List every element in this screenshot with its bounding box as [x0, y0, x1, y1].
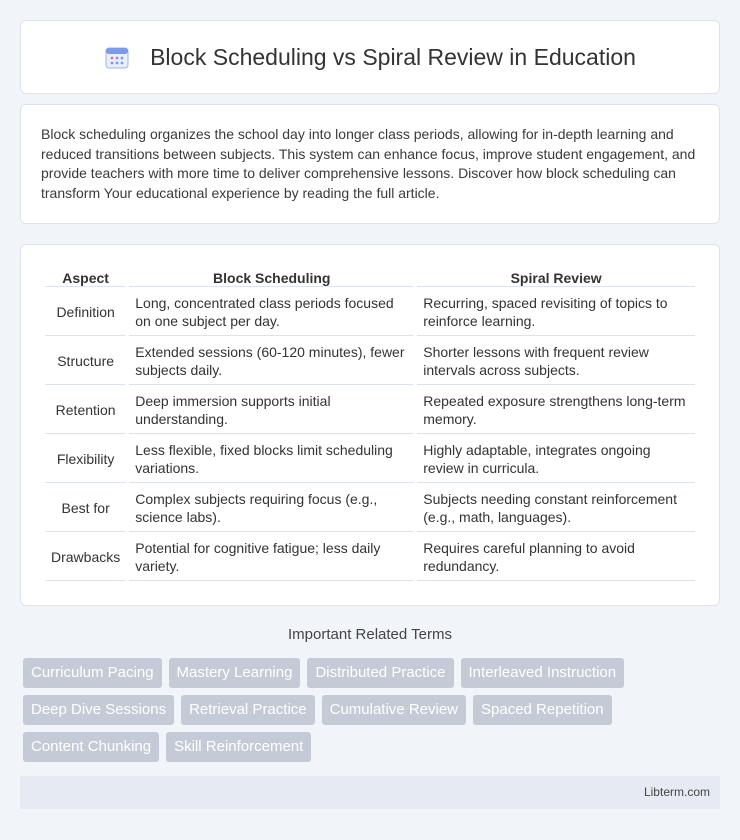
- aspect-cell: Best for: [45, 485, 126, 532]
- aspect-cell: Drawbacks: [45, 534, 126, 581]
- related-term-tag[interactable]: Mastery Learning: [169, 658, 301, 688]
- related-term-tag[interactable]: Curriculum Pacing: [23, 658, 162, 688]
- footer-brand[interactable]: Libterm.com: [643, 785, 710, 799]
- spiral-review-cell: Shorter lessons with frequent review intervals across subjects.: [417, 338, 695, 385]
- aspect-cell: Flexibility: [45, 436, 126, 483]
- header-spiral-review: Spiral Review: [417, 267, 695, 287]
- block-scheduling-cell: Less flexible, fixed blocks limit scheduling variations.: [129, 436, 414, 483]
- intro-text: Block scheduling organizes the school day into longer class periods, allowing for in-depth learning and reduced transitions between subjects. This system can enhance focus, improve student engagement, and provide teachers with more time to deliver comprehensive lessons. Discover how block scheduling can transform Your educational experience by reading the full article.: [41, 126, 696, 201]
- aspect-cell: Definition: [45, 289, 126, 336]
- spiral-review-cell: Repeated exposure strengthens long-term memory.: [417, 387, 695, 434]
- related-terms-title: Important Related Terms: [288, 626, 452, 643]
- aspect-cell: Retention: [45, 387, 126, 434]
- calendar-icon: [104, 44, 130, 70]
- related-term-tag[interactable]: Distributed Practice: [307, 658, 453, 688]
- intro-card: [20, 104, 720, 224]
- spiral-review-cell: Requires careful planning to avoid redundancy.: [417, 534, 695, 581]
- related-term-tag[interactable]: Cumulative Review: [322, 695, 466, 725]
- related-term-tag[interactable]: Interleaved Instruction: [461, 658, 625, 688]
- table-row: [45, 387, 695, 434]
- spiral-review-cell: Highly adaptable, integrates ongoing review in curricula.: [417, 436, 695, 483]
- spiral-review-cell: Subjects needing constant reinforcement (e.g., math, languages).: [417, 485, 695, 532]
- block-scheduling-cell: Potential for cognitive fatigue; less daily variety.: [129, 534, 414, 581]
- header-block-scheduling: Block Scheduling: [129, 267, 414, 287]
- block-scheduling-cell: Deep immersion supports initial understanding.: [129, 387, 414, 434]
- block-scheduling-cell: Long, concentrated class periods focused on one subject per day.: [129, 289, 414, 336]
- related-term-tag[interactable]: Skill Reinforcement: [166, 732, 311, 762]
- header-aspect: Aspect: [45, 267, 126, 287]
- table-row: [45, 338, 695, 385]
- block-scheduling-cell: Complex subjects requiring focus (e.g., science labs).: [129, 485, 414, 532]
- block-scheduling-cell: Extended sessions (60-120 minutes), fewer subjects daily.: [129, 338, 414, 385]
- comparison-card: [20, 244, 720, 606]
- table-header-row: [45, 267, 695, 287]
- table-row: [45, 534, 695, 581]
- aspect-cell: Structure: [45, 338, 126, 385]
- related-term-tag[interactable]: Retrieval Practice: [181, 695, 315, 725]
- related-term-tag[interactable]: Content Chunking: [23, 732, 159, 762]
- page-title: Block Scheduling vs Spiral Review in Education: [150, 43, 636, 70]
- table-row: [45, 485, 695, 532]
- spiral-review-cell: Recurring, spaced revisiting of topics to reinforce learning.: [417, 289, 695, 336]
- related-terms-list: [23, 658, 723, 762]
- related-term-tag[interactable]: Spaced Repetition: [473, 695, 612, 725]
- table-row: [45, 289, 695, 336]
- table-row: [45, 436, 695, 483]
- comparison-table: [42, 265, 698, 583]
- title-card: [20, 20, 720, 94]
- footer: [20, 776, 720, 809]
- related-term-tag[interactable]: Deep Dive Sessions: [23, 695, 174, 725]
